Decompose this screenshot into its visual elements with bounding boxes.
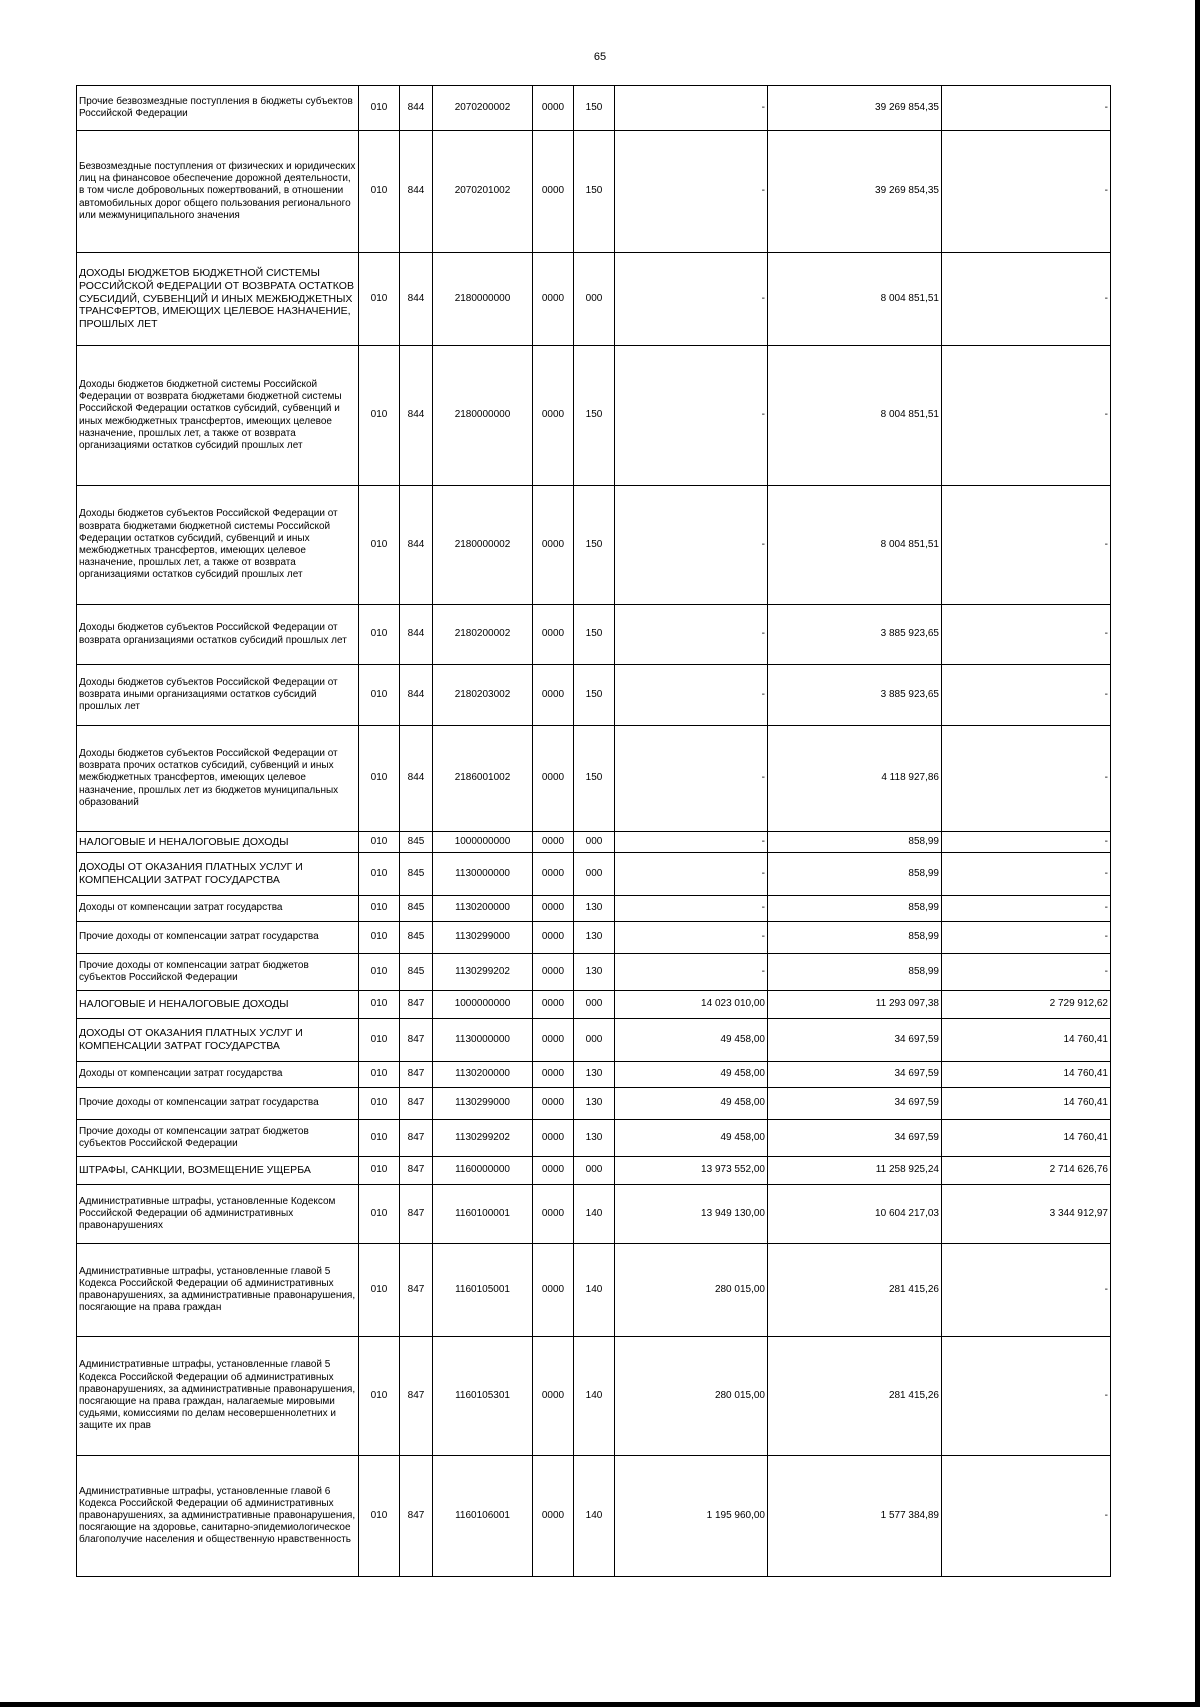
table-row (77, 726, 1111, 832)
code-cell: 010 (359, 665, 400, 726)
unexecuted-amount-cell: - (942, 853, 1111, 896)
executed-amount-cell: 281 415,26 (768, 1337, 942, 1456)
approved-amount-cell: 1 195 960,00 (615, 1456, 768, 1577)
unexecuted-amount-cell: - (942, 665, 1111, 726)
unexecuted-amount-cell: - (942, 954, 1111, 991)
kosgu-code-cell: 140 (574, 1337, 615, 1456)
revenue-code-cell: 1160000000 (433, 1157, 533, 1185)
admin-code-cell: 847 (400, 1062, 433, 1088)
approved-amount-cell: - (615, 726, 768, 832)
code-cell: 010 (359, 1185, 400, 1244)
kosgu-code-cell: 000 (574, 991, 615, 1019)
subtype-code-cell: 0000 (533, 665, 574, 726)
approved-amount-cell: 13 949 130,00 (615, 1185, 768, 1244)
kosgu-code-cell: 130 (574, 1088, 615, 1120)
approved-amount-cell: - (615, 486, 768, 605)
kosgu-code-cell: 150 (574, 486, 615, 605)
approved-amount-cell: 14 023 010,00 (615, 991, 768, 1019)
subtype-code-cell: 0000 (533, 1120, 574, 1157)
admin-code-cell: 847 (400, 1088, 433, 1120)
indicator-name-cell: Административные штрафы, установленные главой 5 Кодекса Российской Федерации об административных правонарушениях, за административные правонарушения, посягающие на права граждан (77, 1244, 359, 1337)
revenue-code-cell: 1000000000 (433, 832, 533, 853)
kosgu-code-cell: 130 (574, 954, 615, 991)
code-cell: 010 (359, 991, 400, 1019)
executed-amount-cell: 39 269 854,35 (768, 86, 942, 131)
executed-amount-cell: 281 415,26 (768, 1244, 942, 1337)
revenue-code-cell: 2180200002 (433, 605, 533, 665)
admin-code-cell: 844 (400, 486, 433, 605)
table-row (77, 1088, 1111, 1120)
table-row (77, 896, 1111, 922)
code-cell: 010 (359, 896, 400, 922)
approved-amount-cell: 13 973 552,00 (615, 1157, 768, 1185)
subtype-code-cell: 0000 (533, 1019, 574, 1062)
executed-amount-cell: 8 004 851,51 (768, 346, 942, 486)
approved-amount-cell: 49 458,00 (615, 1062, 768, 1088)
kosgu-code-cell: 150 (574, 726, 615, 832)
revenue-code-cell: 1130200000 (433, 1062, 533, 1088)
approved-amount-cell: 49 458,00 (615, 1120, 768, 1157)
admin-code-cell: 844 (400, 131, 433, 253)
revenue-code-cell: 1130299202 (433, 1120, 533, 1157)
code-cell: 010 (359, 346, 400, 486)
approved-amount-cell: 280 015,00 (615, 1337, 768, 1456)
kosgu-code-cell: 000 (574, 253, 615, 346)
unexecuted-amount-cell: - (942, 346, 1111, 486)
subtype-code-cell: 0000 (533, 1185, 574, 1244)
admin-code-cell: 847 (400, 1456, 433, 1577)
admin-code-cell: 847 (400, 1157, 433, 1185)
unexecuted-amount-cell: 3 344 912,97 (942, 1185, 1111, 1244)
revenue-code-cell: 1160105001 (433, 1244, 533, 1337)
indicator-name-cell: ДОХОДЫ ОТ ОКАЗАНИЯ ПЛАТНЫХ УСЛУГ И КОМПЕНСАЦИИ ЗАТРАТ ГОСУДАРСТВА (77, 1019, 359, 1062)
subtype-code-cell: 0000 (533, 832, 574, 853)
admin-code-cell: 844 (400, 346, 433, 486)
indicator-name-cell: Доходы от компенсации затрат государства (77, 1062, 359, 1088)
kosgu-code-cell: 150 (574, 86, 615, 131)
admin-code-cell: 847 (400, 991, 433, 1019)
code-cell: 010 (359, 853, 400, 896)
kosgu-code-cell: 130 (574, 1062, 615, 1088)
executed-amount-cell: 858,99 (768, 853, 942, 896)
table-row (77, 131, 1111, 253)
indicator-name-cell: Доходы бюджетов бюджетной системы Российской Федерации от возврата бюджетами бюджетной системы Российской Федерации остатков субсидий, субвенций и иных межбюджетных трансфертов, имеющих целевое назначение, прошлых лет, а также от возврата организациями остатков субсидий прошлых лет (77, 346, 359, 486)
kosgu-code-cell: 150 (574, 605, 615, 665)
page-frame-right (1195, 0, 1200, 1707)
code-cell: 010 (359, 131, 400, 253)
code-cell: 010 (359, 1088, 400, 1120)
approved-amount-cell: - (615, 832, 768, 853)
subtype-code-cell: 0000 (533, 853, 574, 896)
admin-code-cell: 847 (400, 1337, 433, 1456)
admin-code-cell: 844 (400, 605, 433, 665)
kosgu-code-cell: 150 (574, 346, 615, 486)
executed-amount-cell: 34 697,59 (768, 1088, 942, 1120)
indicator-name-cell: Прочие доходы от компенсации затрат бюджетов субъектов Российской Федерации (77, 954, 359, 991)
subtype-code-cell: 0000 (533, 726, 574, 832)
unexecuted-amount-cell: - (942, 896, 1111, 922)
revenue-code-cell: 2180203002 (433, 665, 533, 726)
table-row (77, 853, 1111, 896)
approved-amount-cell: 49 458,00 (615, 1088, 768, 1120)
indicator-name-cell: Доходы бюджетов субъектов Российской Федерации от возврата прочих остатков субсидий, субвенций и иных межбюджетных трансфертов, имеющих целевое назначение, прошлых лет из бюджетов муниципальных образований (77, 726, 359, 832)
unexecuted-amount-cell: - (942, 86, 1111, 131)
kosgu-code-cell: 140 (574, 1456, 615, 1577)
kosgu-code-cell: 140 (574, 1185, 615, 1244)
table-row (77, 346, 1111, 486)
kosgu-code-cell: 000 (574, 853, 615, 896)
subtype-code-cell: 0000 (533, 1244, 574, 1337)
approved-amount-cell: - (615, 253, 768, 346)
subtype-code-cell: 0000 (533, 1456, 574, 1577)
code-cell: 010 (359, 1062, 400, 1088)
approved-amount-cell: 280 015,00 (615, 1244, 768, 1337)
indicator-name-cell: Административные штрафы, установленные главой 6 Кодекса Российской Федерации об административных правонарушениях, за административные правонарушения, посягающие на здоровье, санитарно-эпидемиологическое благополучие населения и общественную нравственность (77, 1456, 359, 1577)
indicator-name-cell: Доходы бюджетов субъектов Российской Федерации от возврата иными организациями остатков субсидий прошлых лет (77, 665, 359, 726)
indicator-name-cell: ДОХОДЫ БЮДЖЕТОВ БЮДЖЕТНОЙ СИСТЕМЫ РОССИЙСКОЙ ФЕДЕРАЦИИ ОТ ВОЗВРАТА ОСТАТКОВ СУБСИДИЙ, СУБВЕНЦИЙ И ИНЫХ МЕЖБЮДЖЕТНЫХ ТРАНСФЕРТОВ, ИМЕЮЩИХ ЦЕЛЕВОЕ НАЗНАЧЕНИЕ, ПРОШЛЫХ ЛЕТ (77, 253, 359, 346)
executed-amount-cell: 858,99 (768, 922, 942, 954)
subtype-code-cell: 0000 (533, 486, 574, 605)
approved-amount-cell: 49 458,00 (615, 1019, 768, 1062)
approved-amount-cell: - (615, 954, 768, 991)
kosgu-code-cell: 000 (574, 832, 615, 853)
unexecuted-amount-cell: - (942, 486, 1111, 605)
indicator-name-cell: Доходы от компенсации затрат государства (77, 896, 359, 922)
revenue-code-cell: 1130299202 (433, 954, 533, 991)
indicator-name-cell: Доходы бюджетов субъектов Российской Федерации от возврата организациями остатков субсидий прошлых лет (77, 605, 359, 665)
revenue-code-cell: 1130000000 (433, 853, 533, 896)
kosgu-code-cell: 150 (574, 131, 615, 253)
kosgu-code-cell: 130 (574, 922, 615, 954)
executed-amount-cell: 8 004 851,51 (768, 253, 942, 346)
unexecuted-amount-cell: 2 729 912,62 (942, 991, 1111, 1019)
unexecuted-amount-cell: 14 760,41 (942, 1062, 1111, 1088)
revenue-code-cell: 1130200000 (433, 896, 533, 922)
table-row (77, 1019, 1111, 1062)
kosgu-code-cell: 130 (574, 896, 615, 922)
code-cell: 010 (359, 1337, 400, 1456)
admin-code-cell: 844 (400, 253, 433, 346)
subtype-code-cell: 0000 (533, 954, 574, 991)
admin-code-cell: 845 (400, 832, 433, 853)
kosgu-code-cell: 140 (574, 1244, 615, 1337)
table-row (77, 1456, 1111, 1577)
table-row (77, 922, 1111, 954)
page-number: 65 (593, 51, 607, 63)
indicator-name-cell: Административные штрафы, установленные главой 5 Кодекса Российской Федерации об административных правонарушениях, за административные правонарушения, посягающие на права граждан, налагаемые мировыми судьями, комиссиями по делам несовершеннолетних и защите их прав (77, 1337, 359, 1456)
executed-amount-cell: 858,99 (768, 954, 942, 991)
table-row (77, 1185, 1111, 1244)
revenue-code-cell: 2180000002 (433, 486, 533, 605)
executed-amount-cell: 34 697,59 (768, 1120, 942, 1157)
subtype-code-cell: 0000 (533, 1337, 574, 1456)
admin-code-cell: 847 (400, 1244, 433, 1337)
subtype-code-cell: 0000 (533, 605, 574, 665)
table-row (77, 1157, 1111, 1185)
approved-amount-cell: - (615, 346, 768, 486)
subtype-code-cell: 0000 (533, 1157, 574, 1185)
table-row (77, 1062, 1111, 1088)
revenue-code-cell: 1160106001 (433, 1456, 533, 1577)
code-cell: 010 (359, 1120, 400, 1157)
table-row (77, 954, 1111, 991)
indicator-name-cell: Прочие безвозмездные поступления в бюджеты субъектов Российской Федерации (77, 86, 359, 131)
unexecuted-amount-cell: - (942, 922, 1111, 954)
kosgu-code-cell: 150 (574, 665, 615, 726)
admin-code-cell: 847 (400, 1019, 433, 1062)
code-cell: 010 (359, 954, 400, 991)
subtype-code-cell: 0000 (533, 346, 574, 486)
unexecuted-amount-cell: 14 760,41 (942, 1120, 1111, 1157)
executed-amount-cell: 3 885 923,65 (768, 665, 942, 726)
code-cell: 010 (359, 1456, 400, 1577)
revenue-code-cell: 2070201002 (433, 131, 533, 253)
unexecuted-amount-cell: - (942, 1244, 1111, 1337)
unexecuted-amount-cell: - (942, 253, 1111, 346)
approved-amount-cell: - (615, 131, 768, 253)
revenue-code-cell: 1130299000 (433, 922, 533, 954)
admin-code-cell: 845 (400, 922, 433, 954)
subtype-code-cell: 0000 (533, 1088, 574, 1120)
admin-code-cell: 847 (400, 1185, 433, 1244)
subtype-code-cell: 0000 (533, 991, 574, 1019)
unexecuted-amount-cell: - (942, 131, 1111, 253)
indicator-name-cell: Прочие доходы от компенсации затрат государства (77, 922, 359, 954)
indicator-name-cell: НАЛОГОВЫЕ И НЕНАЛОГОВЫЕ ДОХОДЫ (77, 991, 359, 1019)
executed-amount-cell: 11 293 097,38 (768, 991, 942, 1019)
code-cell: 010 (359, 253, 400, 346)
page-frame-bottom (0, 1702, 1200, 1707)
subtype-code-cell: 0000 (533, 253, 574, 346)
indicator-name-cell: ШТРАФЫ, САНКЦИИ, ВОЗМЕЩЕНИЕ УЩЕРБА (77, 1157, 359, 1185)
approved-amount-cell: - (615, 922, 768, 954)
revenue-code-cell: 2180000000 (433, 253, 533, 346)
code-cell: 010 (359, 1244, 400, 1337)
table-row (77, 1337, 1111, 1456)
subtype-code-cell: 0000 (533, 131, 574, 253)
revenue-code-cell: 2180000000 (433, 346, 533, 486)
code-cell: 010 (359, 486, 400, 605)
revenue-code-cell: 2070200002 (433, 86, 533, 131)
executed-amount-cell: 34 697,59 (768, 1062, 942, 1088)
indicator-name-cell: НАЛОГОВЫЕ И НЕНАЛОГОВЫЕ ДОХОДЫ (77, 832, 359, 853)
subtype-code-cell: 0000 (533, 1062, 574, 1088)
executed-amount-cell: 39 269 854,35 (768, 131, 942, 253)
unexecuted-amount-cell: 14 760,41 (942, 1019, 1111, 1062)
admin-code-cell: 844 (400, 726, 433, 832)
table-row (77, 1244, 1111, 1337)
code-cell: 010 (359, 1157, 400, 1185)
executed-amount-cell: 858,99 (768, 832, 942, 853)
approved-amount-cell: - (615, 605, 768, 665)
unexecuted-amount-cell: 14 760,41 (942, 1088, 1111, 1120)
admin-code-cell: 845 (400, 954, 433, 991)
indicator-name-cell: ДОХОДЫ ОТ ОКАЗАНИЯ ПЛАТНЫХ УСЛУГ И КОМПЕНСАЦИИ ЗАТРАТ ГОСУДАРСТВА (77, 853, 359, 896)
subtype-code-cell: 0000 (533, 86, 574, 131)
unexecuted-amount-cell: - (942, 726, 1111, 832)
code-cell: 010 (359, 726, 400, 832)
table-row (77, 86, 1111, 131)
revenue-table (76, 85, 1111, 1577)
approved-amount-cell: - (615, 896, 768, 922)
executed-amount-cell: 11 258 925,24 (768, 1157, 942, 1185)
executed-amount-cell: 858,99 (768, 896, 942, 922)
executed-amount-cell: 10 604 217,03 (768, 1185, 942, 1244)
table-row (77, 253, 1111, 346)
revenue-code-cell: 1160105301 (433, 1337, 533, 1456)
unexecuted-amount-cell: - (942, 1456, 1111, 1577)
executed-amount-cell: 4 118 927,86 (768, 726, 942, 832)
code-cell: 010 (359, 832, 400, 853)
revenue-code-cell: 2186001002 (433, 726, 533, 832)
code-cell: 010 (359, 922, 400, 954)
revenue-code-cell: 1130299000 (433, 1088, 533, 1120)
admin-code-cell: 844 (400, 86, 433, 131)
revenue-code-cell: 1000000000 (433, 991, 533, 1019)
admin-code-cell: 845 (400, 853, 433, 896)
indicator-name-cell: Безвозмездные поступления от физических и юридических лиц на финансовое обеспечение дорожной деятельности, в том числе добровольных пожертвований, в отношении автомобильных дорог общего пользования регионального или межмуниципального значения (77, 131, 359, 253)
approved-amount-cell: - (615, 853, 768, 896)
executed-amount-cell: 34 697,59 (768, 1019, 942, 1062)
executed-amount-cell: 8 004 851,51 (768, 486, 942, 605)
subtype-code-cell: 0000 (533, 922, 574, 954)
indicator-name-cell: Прочие доходы от компенсации затрат бюджетов субъектов Российской Федерации (77, 1120, 359, 1157)
table-row (77, 832, 1111, 853)
table-body (77, 86, 1111, 1577)
unexecuted-amount-cell: - (942, 1337, 1111, 1456)
table-row (77, 991, 1111, 1019)
kosgu-code-cell: 000 (574, 1019, 615, 1062)
code-cell: 010 (359, 605, 400, 665)
revenue-code-cell: 1130000000 (433, 1019, 533, 1062)
indicator-name-cell: Административные штрафы, установленные Кодексом Российской Федерации об административных правонарушениях (77, 1185, 359, 1244)
unexecuted-amount-cell: - (942, 832, 1111, 853)
admin-code-cell: 845 (400, 896, 433, 922)
admin-code-cell: 847 (400, 1120, 433, 1157)
table-row (77, 605, 1111, 665)
admin-code-cell: 844 (400, 665, 433, 726)
unexecuted-amount-cell: - (942, 605, 1111, 665)
table-row (77, 486, 1111, 605)
subtype-code-cell: 0000 (533, 896, 574, 922)
indicator-name-cell: Прочие доходы от компенсации затрат государства (77, 1088, 359, 1120)
table-row (77, 665, 1111, 726)
kosgu-code-cell: 000 (574, 1157, 615, 1185)
revenue-code-cell: 1160100001 (433, 1185, 533, 1244)
approved-amount-cell: - (615, 665, 768, 726)
executed-amount-cell: 3 885 923,65 (768, 605, 942, 665)
code-cell: 010 (359, 86, 400, 131)
indicator-name-cell: Доходы бюджетов субъектов Российской Федерации от возврата бюджетами бюджетной системы Российской Федерации остатков субсидий, субвенций и иных межбюджетных трансфертов, имеющих целевое назначение, прошлых лет, а также от возврата организациями остатков субсидий прошлых лет (77, 486, 359, 605)
unexecuted-amount-cell: 2 714 626,76 (942, 1157, 1111, 1185)
executed-amount-cell: 1 577 384,89 (768, 1456, 942, 1577)
approved-amount-cell: - (615, 86, 768, 131)
kosgu-code-cell: 130 (574, 1120, 615, 1157)
table-row (77, 1120, 1111, 1157)
code-cell: 010 (359, 1019, 400, 1062)
